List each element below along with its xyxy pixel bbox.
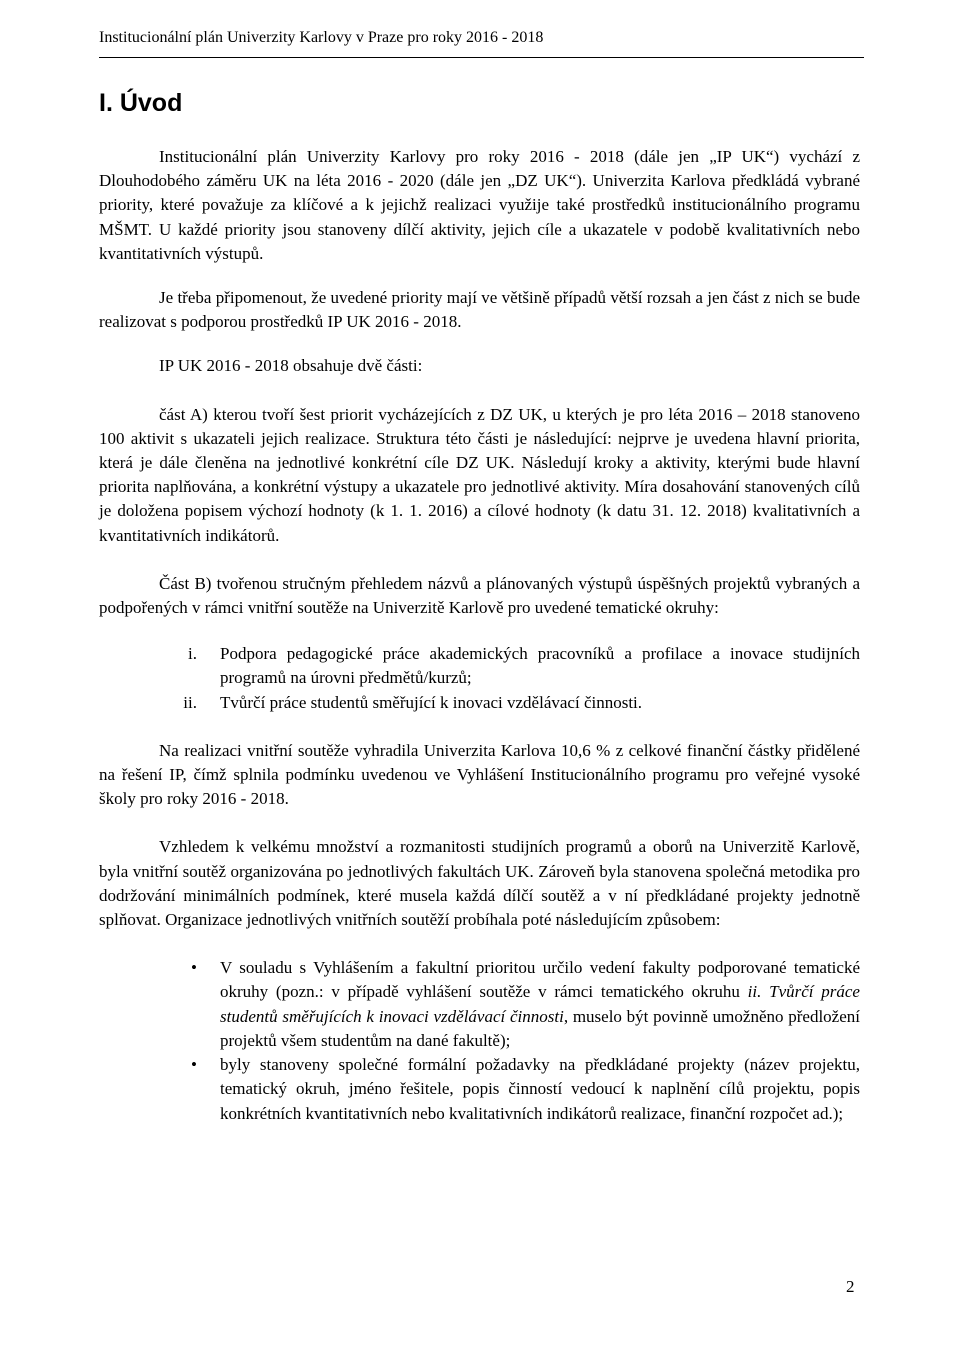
paragraph-part-a: část A) kterou tvoří šest priorit vycházejících z DZ UK, u kterých je pro léta 2016 – 2018 stanoveno 100 aktivit s ukazateli jejich realizace. Struktura této části je následující: nejprve je uvedena hlavní priorita, která je dále členěna na jednotlivé konkrétní cíle DZ UK. Následují kroky a aktivity, kterými bude hlavní priorita naplňována, a konkrétní výstupy a ukazatele pro jednotlivé aktivity. Míra dosahování stanovených cílů je doložena popisem výchozí hodnoty (k 1. 1. 2016) a cílové hodnoty (k datu 31. 12. 2018) kvalitativních a kvantitativních indikátorů. xyxy=(99,404,860,545)
paragraph-organization: Vzhledem k velkému množství a rozmanitosti studijních programů a oborů na Univerzitě Karlově, byla vnitřní soutěž organizována po jednotlivých fakultách UK. Zároveň byla stanovena společná metodika pro dodržování minimálních podmínek, které musela každá dílčí soutěž a v ní předkládané projekty jednotně splňovat. Organizace jednotlivých vnitřních soutěží probíhala poté následujícím způsobem: xyxy=(99,837,860,930)
bullet-icon: • xyxy=(191,1055,197,1075)
bullet-icon: • xyxy=(191,958,197,978)
list-item xyxy=(99,642,860,690)
list-item xyxy=(99,691,860,715)
bullet-text-start: V souladu s Vyhlášením a fakultní prioritou určilo vedení fakulty podporované tematické okruhy (pozn.: v případě vyhlášení soutěže v rámci tematického okruhu xyxy=(220,958,860,1002)
bullet-text-end: , muselo být povinně umožněno předložení projektů všem studentům na dané fakultě); xyxy=(220,1006,860,1050)
list-item xyxy=(99,1053,860,1126)
bullet-text: byly stanoveny společné formální požadavky na předkládané projekty (název projektu, tematický okruh, jméno řešitele, popis činností vedoucí k naplnění cílů projektu, popis konkrétních kvantitativních nebo kvalitativních indikátorů realizace, finanční rozpočet ad.); xyxy=(220,1055,860,1123)
paragraph-parts: IP UK 2016 - 2018 obsahuje dvě části: xyxy=(159,356,423,376)
page-number: 2 xyxy=(846,1277,855,1296)
running-header: Institucionální plán Univerzity Karlovy v Praze pro roky 2016 - 2018 xyxy=(99,27,864,58)
list-item-number: i. xyxy=(188,644,197,664)
thematic-areas-list xyxy=(99,642,860,715)
body-content xyxy=(99,145,860,1126)
list-item-number: ii. xyxy=(183,692,197,712)
paragraph-reminder: Je třeba připomenout, že uvedené priority mají ve většině případů větší rozsah a jen část z nich se bude realizovat s podporou prostředků IP UK 2016 - 2018. xyxy=(99,288,860,332)
section-heading: I. Úvod xyxy=(99,89,183,117)
organization-bullets xyxy=(99,956,860,1125)
paragraph-internal-competition: Na realizaci vnitřní soutěže vyhradila Univerzita Karlova 10,6 % z celkové finanční částky přidělené na řešení IP, čímž splnila podmínku uvedenou ve Vyhlášení Institucionálního programu pro veřejné vysoké školy pro roky 2016 - 2018. xyxy=(99,740,860,809)
list-item-text: Podpora pedagogické práce akademických pracovníků a profilace a inovace studijních programů na úrovni předmětů/kurzů; xyxy=(220,644,860,688)
list-item-text: Tvůrčí práce studentů směřující k inovaci vzdělávací činnosti. xyxy=(220,692,643,712)
bullet-text-italic: ii. Tvůrčí práce studentů směřujících k inovaci vzdělávací činnosti xyxy=(220,982,860,1026)
paragraph-part-b: Část B) tvořenou stručným přehledem názvů a plánovaných výstupů úspěšných projektů vybraných a podpořených v rámci vnitřní soutěže na Univerzitě Karlově pro uvedené tematické okruhy: xyxy=(99,573,860,618)
list-item xyxy=(99,956,860,1053)
paragraph-intro: Institucionální plán Univerzity Karlovy pro roky 2016 - 2018 (dále jen „IP UK“) vychází z Dlouhodobého záměru UK na léta 2016 - 2020 (dále jen „DZ UK“). Univerzita Karlova předkládá vybrané priority, které považuje za klíčové a k jejichž realizaci využije také prostředků institucionálního programu MŠMT. U každé priority jsou stanoveny dílčí aktivity, jejich cíle a ukazatele v podobě kvalitativních nebo kvantitativních výstupů. xyxy=(99,147,860,263)
